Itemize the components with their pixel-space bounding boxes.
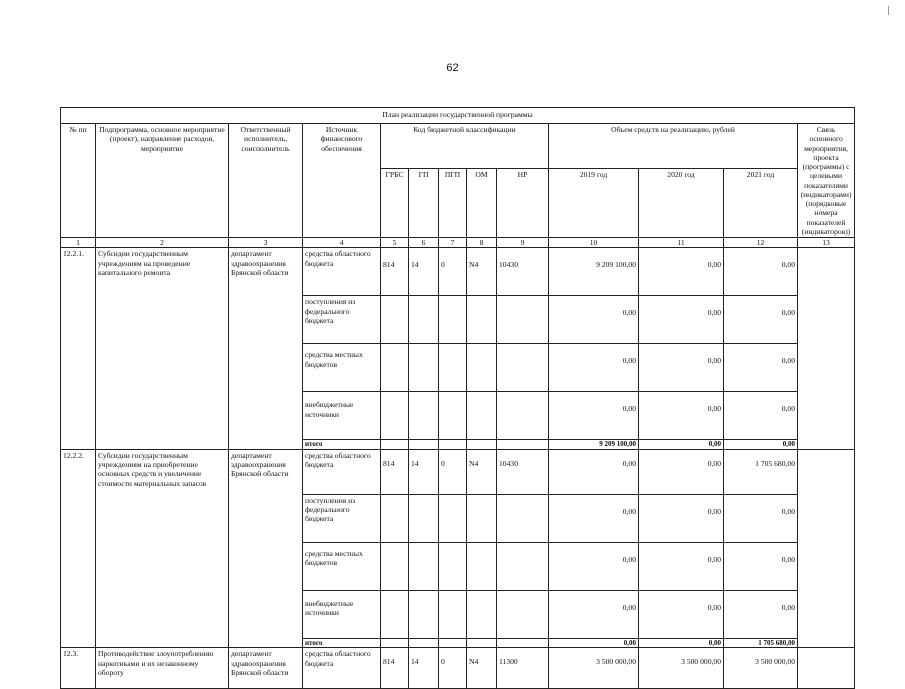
header-2021: 2021 год [724, 169, 798, 238]
source-total: итого [303, 638, 381, 648]
source-regional: средства областного бюджета [303, 248, 381, 296]
header-pgp: ПГП [439, 169, 467, 238]
col-number: 12 [724, 238, 798, 248]
header-2019: 2019 год [549, 169, 639, 238]
value-2020: 0,00 [639, 392, 724, 440]
value-2021: 0,00 [724, 392, 798, 440]
total-2021: 1 705 680,00 [724, 638, 798, 648]
source-regional: средства областного бюджета [303, 449, 381, 494]
value-2020: 0,00 [639, 248, 724, 296]
code-grbs: 814 [381, 449, 409, 494]
total-2019: 0,00 [549, 638, 639, 648]
header-num: № пп [61, 124, 96, 238]
row-number: 12.2.2. [61, 449, 96, 648]
executor: департамент здравоохранения Брянской области [229, 449, 303, 648]
value-2020: 3 500 000,00 [639, 648, 724, 689]
code-gp: 14 [409, 248, 439, 296]
source-local: средства местных бюджетов [303, 542, 381, 590]
total-2020: 0,00 [639, 638, 724, 648]
source-local: средства местных бюджетов [303, 344, 381, 392]
measure-name: Субсидии государственным учреждениям на приобретение основных средств и увеличение стоимости материальных запасов [96, 449, 229, 648]
header-row [61, 124, 855, 169]
col-number: 9 [497, 238, 549, 248]
column-number-row [61, 238, 855, 248]
page-number: 62 [446, 62, 459, 74]
value-2019: 9 209 100,00 [549, 248, 639, 296]
value-2021: 0,00 [724, 494, 798, 542]
header-2020: 2020 год [639, 169, 724, 238]
col-number: 8 [467, 238, 497, 248]
col-number: 2 [96, 238, 229, 248]
col-number: 1 [61, 238, 96, 248]
col-number: 11 [639, 238, 724, 248]
table-row [61, 248, 855, 296]
code-nr: 10430 [497, 449, 549, 494]
value-2019: 0,00 [549, 542, 639, 590]
code-pgp: 0 [439, 449, 467, 494]
code-nr: 10430 [497, 248, 549, 296]
indicator-link [798, 449, 855, 648]
code-om: N4 [467, 648, 497, 689]
table-row [61, 449, 855, 494]
source-extra: внебюджетные источники [303, 590, 381, 638]
code-pgp: 0 [439, 248, 467, 296]
header-link: Связь основного мероприятия, проекта (программы) с целевыми показателями (индикаторами) (порядковые номера показателей (индикаторов)) [798, 124, 855, 238]
col-number: 7 [439, 238, 467, 248]
code-gp: 14 [409, 449, 439, 494]
row-number: 12.3. [61, 648, 96, 689]
value-2020: 0,00 [639, 296, 724, 344]
value-2019: 3 500 000,00 [549, 648, 639, 689]
value-2020: 0,00 [639, 494, 724, 542]
header-nr: НР [497, 169, 549, 238]
value-2019: 0,00 [549, 392, 639, 440]
col-number: 3 [229, 238, 303, 248]
table-title-row [61, 108, 855, 124]
measure-name: Субсидии государственным учреждениям на проведение капитального ремонта [96, 248, 229, 450]
header-om: ОМ [467, 169, 497, 238]
source-federal: поступления из федерального бюджета [303, 296, 381, 344]
total-2019: 9 209 100,00 [549, 440, 639, 450]
code-nr: 11300 [497, 648, 549, 689]
header-gp: ГП [409, 169, 439, 238]
value-2019: 0,00 [549, 296, 639, 344]
source-regional: средства областного бюджета [303, 648, 381, 689]
value-2020: 0,00 [639, 344, 724, 392]
program-plan-table [60, 107, 855, 689]
total-2020: 0,00 [639, 440, 724, 450]
value-2020: 0,00 [639, 449, 724, 494]
total-2021: 0,00 [724, 440, 798, 450]
code-pgp: 0 [439, 648, 467, 689]
value-2019: 0,00 [549, 449, 639, 494]
value-2019: 0,00 [549, 590, 639, 638]
table-row [61, 648, 855, 689]
indicator-link [798, 248, 855, 450]
value-2019: 0,00 [549, 494, 639, 542]
header-executor: Ответственный исполнитель, соисполнитель [229, 124, 303, 238]
code-gp: 14 [409, 648, 439, 689]
measure-name: Противодействие злоупотреблению наркотиками и их незаконному обороту [96, 648, 229, 689]
value-2020: 0,00 [639, 542, 724, 590]
col-number: 6 [409, 238, 439, 248]
scan-mark-top-right [888, 6, 889, 15]
value-2021: 1 705 680,00 [724, 449, 798, 494]
value-2021: 0,00 [724, 542, 798, 590]
source-total: итого [303, 440, 381, 450]
code-om: N4 [467, 248, 497, 296]
row-number: 12.2.1. [61, 248, 96, 450]
col-number: 4 [303, 238, 381, 248]
source-federal: поступления из федерального бюджета [303, 494, 381, 542]
value-2020: 0,00 [639, 590, 724, 638]
value-2019: 0,00 [549, 344, 639, 392]
header-subprogram: Подпрограмма, основное мероприятие (проект), направление расходов, мероприятие [96, 124, 229, 238]
col-number: 5 [381, 238, 409, 248]
value-2021: 3 500 000,00 [724, 648, 798, 689]
header-source: Источник финансового обеспечения [303, 124, 381, 238]
col-number: 13 [798, 238, 855, 248]
source-extra: внебюджетные источники [303, 392, 381, 440]
header-budget-code: Код бюджетной классификации [381, 124, 549, 169]
value-2021: 0,00 [724, 344, 798, 392]
code-grbs: 814 [381, 248, 409, 296]
table-title: План реализации государственной программы [61, 108, 855, 124]
value-2021: 0,00 [724, 296, 798, 344]
code-grbs: 814 [381, 648, 409, 689]
code-om: N4 [467, 449, 497, 494]
header-grbs: ГРБС [381, 169, 409, 238]
value-2021: 0,00 [724, 590, 798, 638]
indicator-link [798, 648, 855, 689]
col-number: 10 [549, 238, 639, 248]
header-volume: Объем средств на реализацию, рублей [549, 124, 798, 169]
executor: департамент здравоохранения Брянской области [229, 648, 303, 689]
value-2021: 0,00 [724, 248, 798, 296]
executor: департамент здравоохранения Брянской области [229, 248, 303, 450]
